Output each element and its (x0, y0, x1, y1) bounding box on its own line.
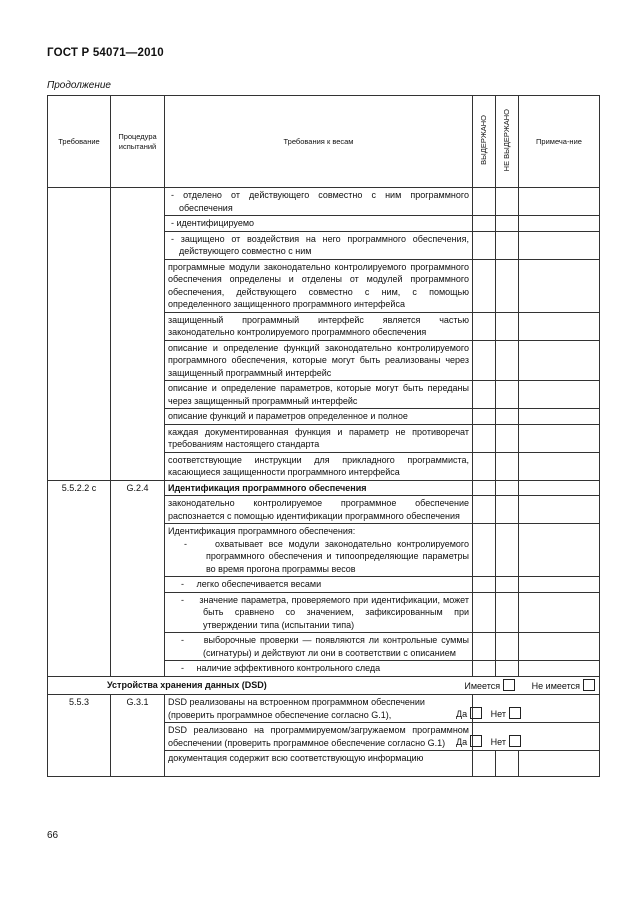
page-number: 66 (47, 830, 59, 841)
row-text: описание и определение функций законодательно контролируемого программного обеспечения, которые могут быть реализованы через защищенный программный интерфейс (165, 340, 473, 381)
no-checkbox[interactable] (509, 707, 521, 719)
row-text: документация содержит всю соответствующую информацию (165, 751, 473, 777)
row-text: соответствующие инструкции для прикладного программиста, касающиеся защищенности программного интерфейса (165, 452, 473, 480)
col-note: Примеча-ние (519, 96, 600, 188)
row-text: - выборочные проверки — появляются ли контрольные суммы (сигнатуры) и действуют ли они в соответствии с описанием (165, 633, 473, 661)
row-text: - защищено от воздействия на него программного обеспечения, действующего совместно с ним (165, 231, 473, 259)
table-row (48, 480, 600, 496)
row-text: программные модули законодательно контролируемого программного обеспечения определены и отделены от модулей программного обеспечения, действующего совместно с ним, с помощью определенного защищенного программного интерфейса (165, 259, 473, 312)
section-title: Идентификация программного обеспечения (165, 480, 473, 496)
row-text: законодательно контролируемое программное обеспечение распознается с помощью идентификации программного обеспечения (165, 496, 473, 524)
section-procedure-id: G.3.1 (111, 695, 165, 777)
document-title: ГОСТ Р 54071—2010 (47, 47, 164, 59)
table-header-row (48, 96, 600, 188)
dsd-section-row (48, 676, 600, 695)
table-row (48, 695, 600, 723)
row-text: DSD реализовано на программируемом/загружаемом программном обеспечении (проверить программное обеспечение согласно G.1) (165, 723, 473, 751)
yes-label: Да (456, 708, 468, 719)
col-procedure: Процедура испытаний (111, 96, 165, 188)
row-text: - наличие эффективного контрольного следа (165, 661, 473, 677)
exists-checkbox[interactable] (503, 679, 515, 691)
section-procedure-id: G.2.4 (111, 480, 165, 676)
row-text: описание и определение параметров, которые могут быть переданы через защищенный программный интерфейс (165, 381, 473, 409)
no-label: Нет (490, 736, 506, 747)
no-checkbox[interactable] (509, 735, 521, 747)
row-text: каждая документированная функция и параметр не противоречат требованиям настоящего стандарта (165, 424, 473, 452)
row-text: DSD реализованы на встроенном программном обеспечении (проверить программное обеспечение согласно G.1), (168, 697, 425, 720)
row-text: защищенный программный интерфейс является частью законодательно контролируемого программного обеспечения (165, 312, 473, 340)
row-text: - значение параметра, проверяемого при идентификации, может быть сравнено со значением, зафиксированным при утверждении типа (испытании типа) (165, 592, 473, 633)
col-requirements-to-scale: Требования к весам (165, 96, 473, 188)
row-intro: Идентификация программного обеспечения: (168, 526, 356, 536)
yes-checkbox[interactable] (470, 707, 482, 719)
row-text: - охватывает все модули законодательно контролируемого программного обеспечения и типоопределяющие параметры во время прогона программы весов (184, 538, 469, 574)
section-requirement-id: 5.5.2.2 c (48, 480, 111, 676)
not-exists-label: Не имеется (531, 680, 580, 691)
row-text: - отделено от действующего совместно с ним программного обеспечения (165, 188, 473, 216)
table-row (48, 188, 600, 216)
yes-checkbox[interactable] (470, 735, 482, 747)
not-exists-checkbox[interactable] (583, 679, 595, 691)
section-requirement-id: 5.5.3 (48, 695, 111, 777)
row-text: - идентифицируемо (165, 216, 473, 232)
col-passed: ВЫДЕРЖАНО (479, 115, 488, 165)
exists-label: Имеется (464, 680, 501, 691)
no-label: Нет (490, 708, 506, 719)
row-text: описание функций и параметров определенное и полное (165, 409, 473, 425)
dsd-title: Устройства хранения данных (DSD) (107, 680, 267, 690)
row-text: - легко обеспечивается весами (165, 577, 473, 593)
yes-label: Да (456, 736, 468, 747)
col-requirement: Требование (48, 96, 111, 188)
requirements-table (47, 95, 600, 777)
col-failed: НЕ ВЫДЕРЖАНО (502, 108, 511, 172)
continuation-label: Продолжение (47, 80, 111, 91)
